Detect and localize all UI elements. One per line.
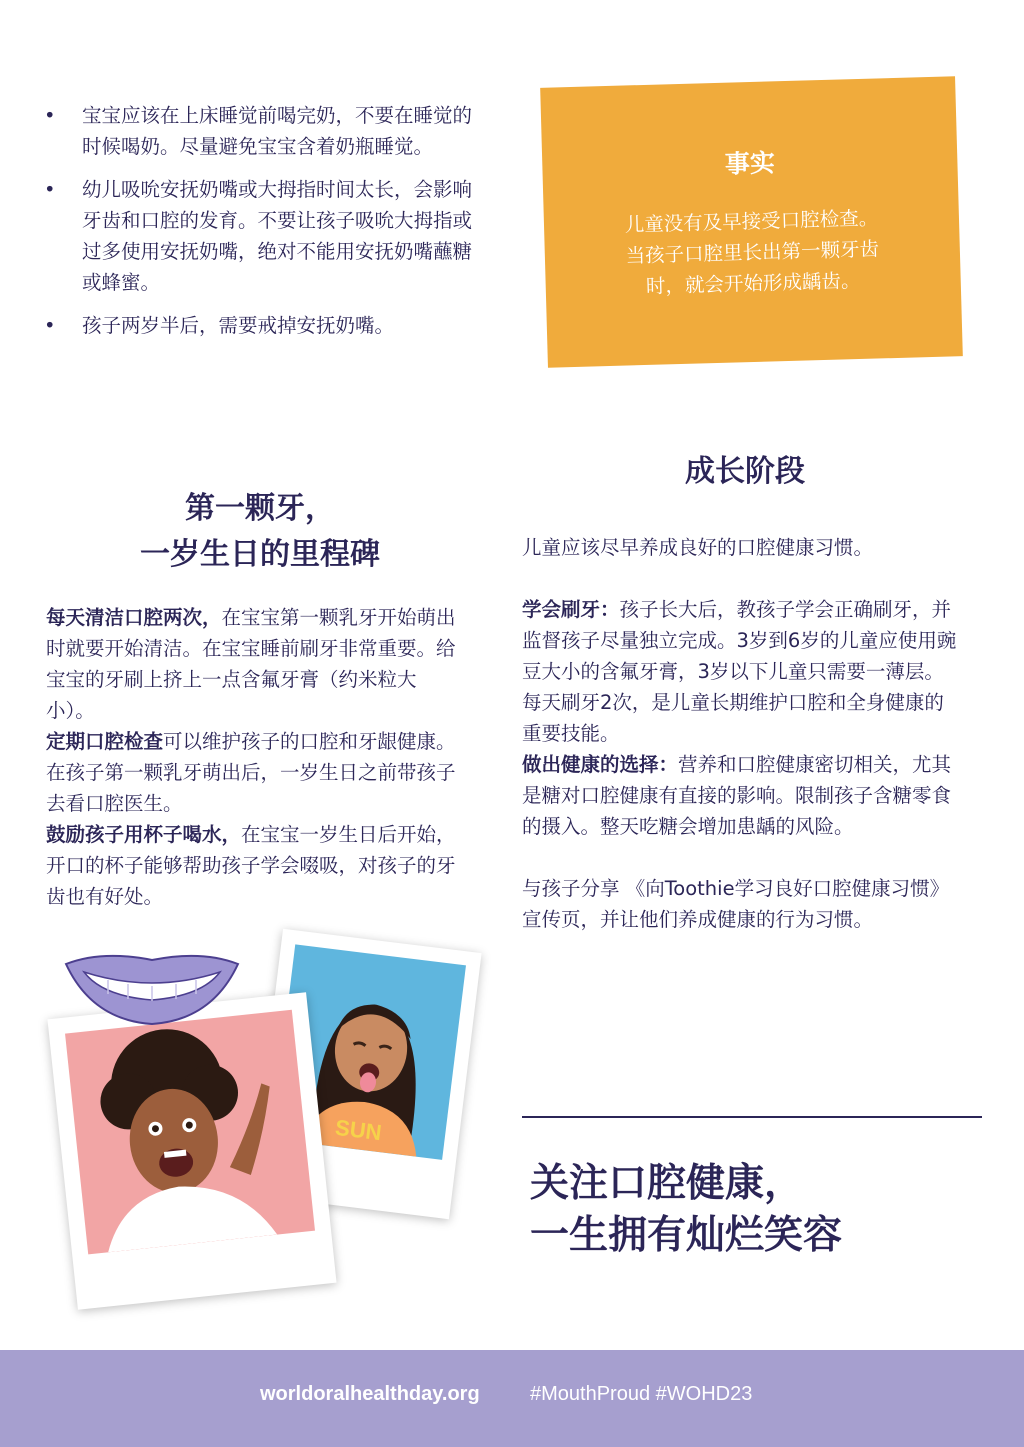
growth-share: 与孩子分享 《向Toothie学习良好口腔健康习惯》宣传页，并让他们养成健康的行为习惯。 xyxy=(522,877,950,931)
fact-text xyxy=(574,201,931,304)
first-tooth-heading-line: 第一颗牙， xyxy=(185,491,335,526)
shirt-text: SUN xyxy=(333,1114,383,1146)
footer-website-link[interactable]: worldoralhealthday.org xyxy=(260,1383,480,1405)
paragraph-text: 营养和口腔健康密切相关，尤其是糖对口腔健康有直接的影响。限制孩子含糖零食的摄入。整天吃糖会增加患龋的风险。 xyxy=(522,753,952,838)
first-tooth-heading xyxy=(60,486,460,578)
boy-photo xyxy=(65,1010,315,1255)
slogan-line: 一生拥有灿烂笑容 xyxy=(530,1213,843,1258)
slogan-line: 关注口腔健康， xyxy=(530,1161,804,1206)
photo-frame-boy xyxy=(47,992,336,1310)
fact-card xyxy=(540,76,963,367)
paragraph-bold-lead: 做出健康的选择： xyxy=(522,753,679,776)
footer-bar xyxy=(0,1350,1024,1447)
bullet-item xyxy=(44,310,474,341)
growth-intro: 儿童应该尽早养成良好的口腔健康习惯。 xyxy=(522,536,874,559)
first-tooth-heading-line: 一岁生日的里程碑 xyxy=(140,537,380,572)
paragraph-bold-lead: 鼓励孩子用杯子喝水， xyxy=(46,823,242,846)
fact-title: 事实 xyxy=(724,148,776,179)
bullet-text: 宝宝应该在上床睡觉前喝完奶，不要在睡觉的时候喝奶。尽量避免宝宝含着奶瓶睡觉。 xyxy=(82,104,473,158)
first-tooth-paragraph xyxy=(46,819,464,912)
first-tooth-paragraph xyxy=(46,726,464,819)
growth-paragraph xyxy=(522,749,962,842)
slogan xyxy=(530,1158,1000,1262)
divider xyxy=(522,1116,982,1118)
paragraph-text: 在宝宝一岁生日后开始，开口的杯子能够帮助孩子学会啜吸，对孩子的牙齿也有好处。 xyxy=(46,823,456,908)
smile-lips-icon xyxy=(62,950,242,1030)
first-tooth-paragraph xyxy=(46,602,464,726)
paragraph-bold-lead: 学会刷牙： xyxy=(522,598,620,621)
bullet-dot: • xyxy=(44,104,56,127)
bullet-text: 幼儿吸吮安抚奶嘴或大拇指时间太长，会影响牙齿和口腔的发育。不要让孩子吸吮大拇指或过多使用安抚奶嘴，绝对不能用安抚奶嘴蘸糖或蜂蜜。 xyxy=(82,178,473,294)
spacer xyxy=(522,563,962,594)
bullet-dot: • xyxy=(44,314,56,337)
growth-body xyxy=(522,532,962,935)
boy-illustration xyxy=(65,1010,315,1255)
paragraph-text: 可以维护孩子的口腔和牙龈健康。在孩子第一颗乳牙萌出后，一岁生日之前带孩子去看口腔医生。 xyxy=(46,730,456,815)
bullet-list xyxy=(44,100,474,353)
paragraph-bold-lead: 每天清洁口腔两次， xyxy=(46,606,222,629)
bullet-item xyxy=(44,100,474,162)
fact-line: 当孩子口腔里长出第一颗牙齿 xyxy=(625,237,880,268)
bullet-item xyxy=(44,174,474,298)
fact-line: 儿童没有及早接受口腔检查。 xyxy=(624,206,879,237)
growth-heading: 成长阶段 xyxy=(685,454,805,489)
paragraph-text: 孩子长大后，教孩子学会正确刷牙，并监督孩子尽量独立完成。3岁到6岁的儿童应使用豌豆大小的含氟牙膏，3岁以下儿童只需要一薄层。每天刷牙2次，是儿童长期维护口腔和全身健康的重要技能。 xyxy=(522,598,957,745)
footer-hashtags: #MouthProud #WOHD23 xyxy=(530,1383,753,1405)
paragraph-text: 在宝宝第一颗乳牙开始萌出时就要开始清洁。在宝宝睡前刷牙非常重要。给宝宝的牙刷上挤上一点含氟牙膏（约米粒大小）。 xyxy=(46,606,456,722)
spacer xyxy=(522,842,962,873)
fact-line: 时，就会开始形成龋齿。 xyxy=(645,268,861,298)
bullet-dot: • xyxy=(44,178,56,201)
growth-paragraph xyxy=(522,594,962,749)
bullet-text: 孩子两岁半后，需要戒掉安抚奶嘴。 xyxy=(82,314,395,337)
paragraph-bold-lead: 定期口腔检查 xyxy=(46,730,164,753)
first-tooth-body xyxy=(46,602,464,912)
